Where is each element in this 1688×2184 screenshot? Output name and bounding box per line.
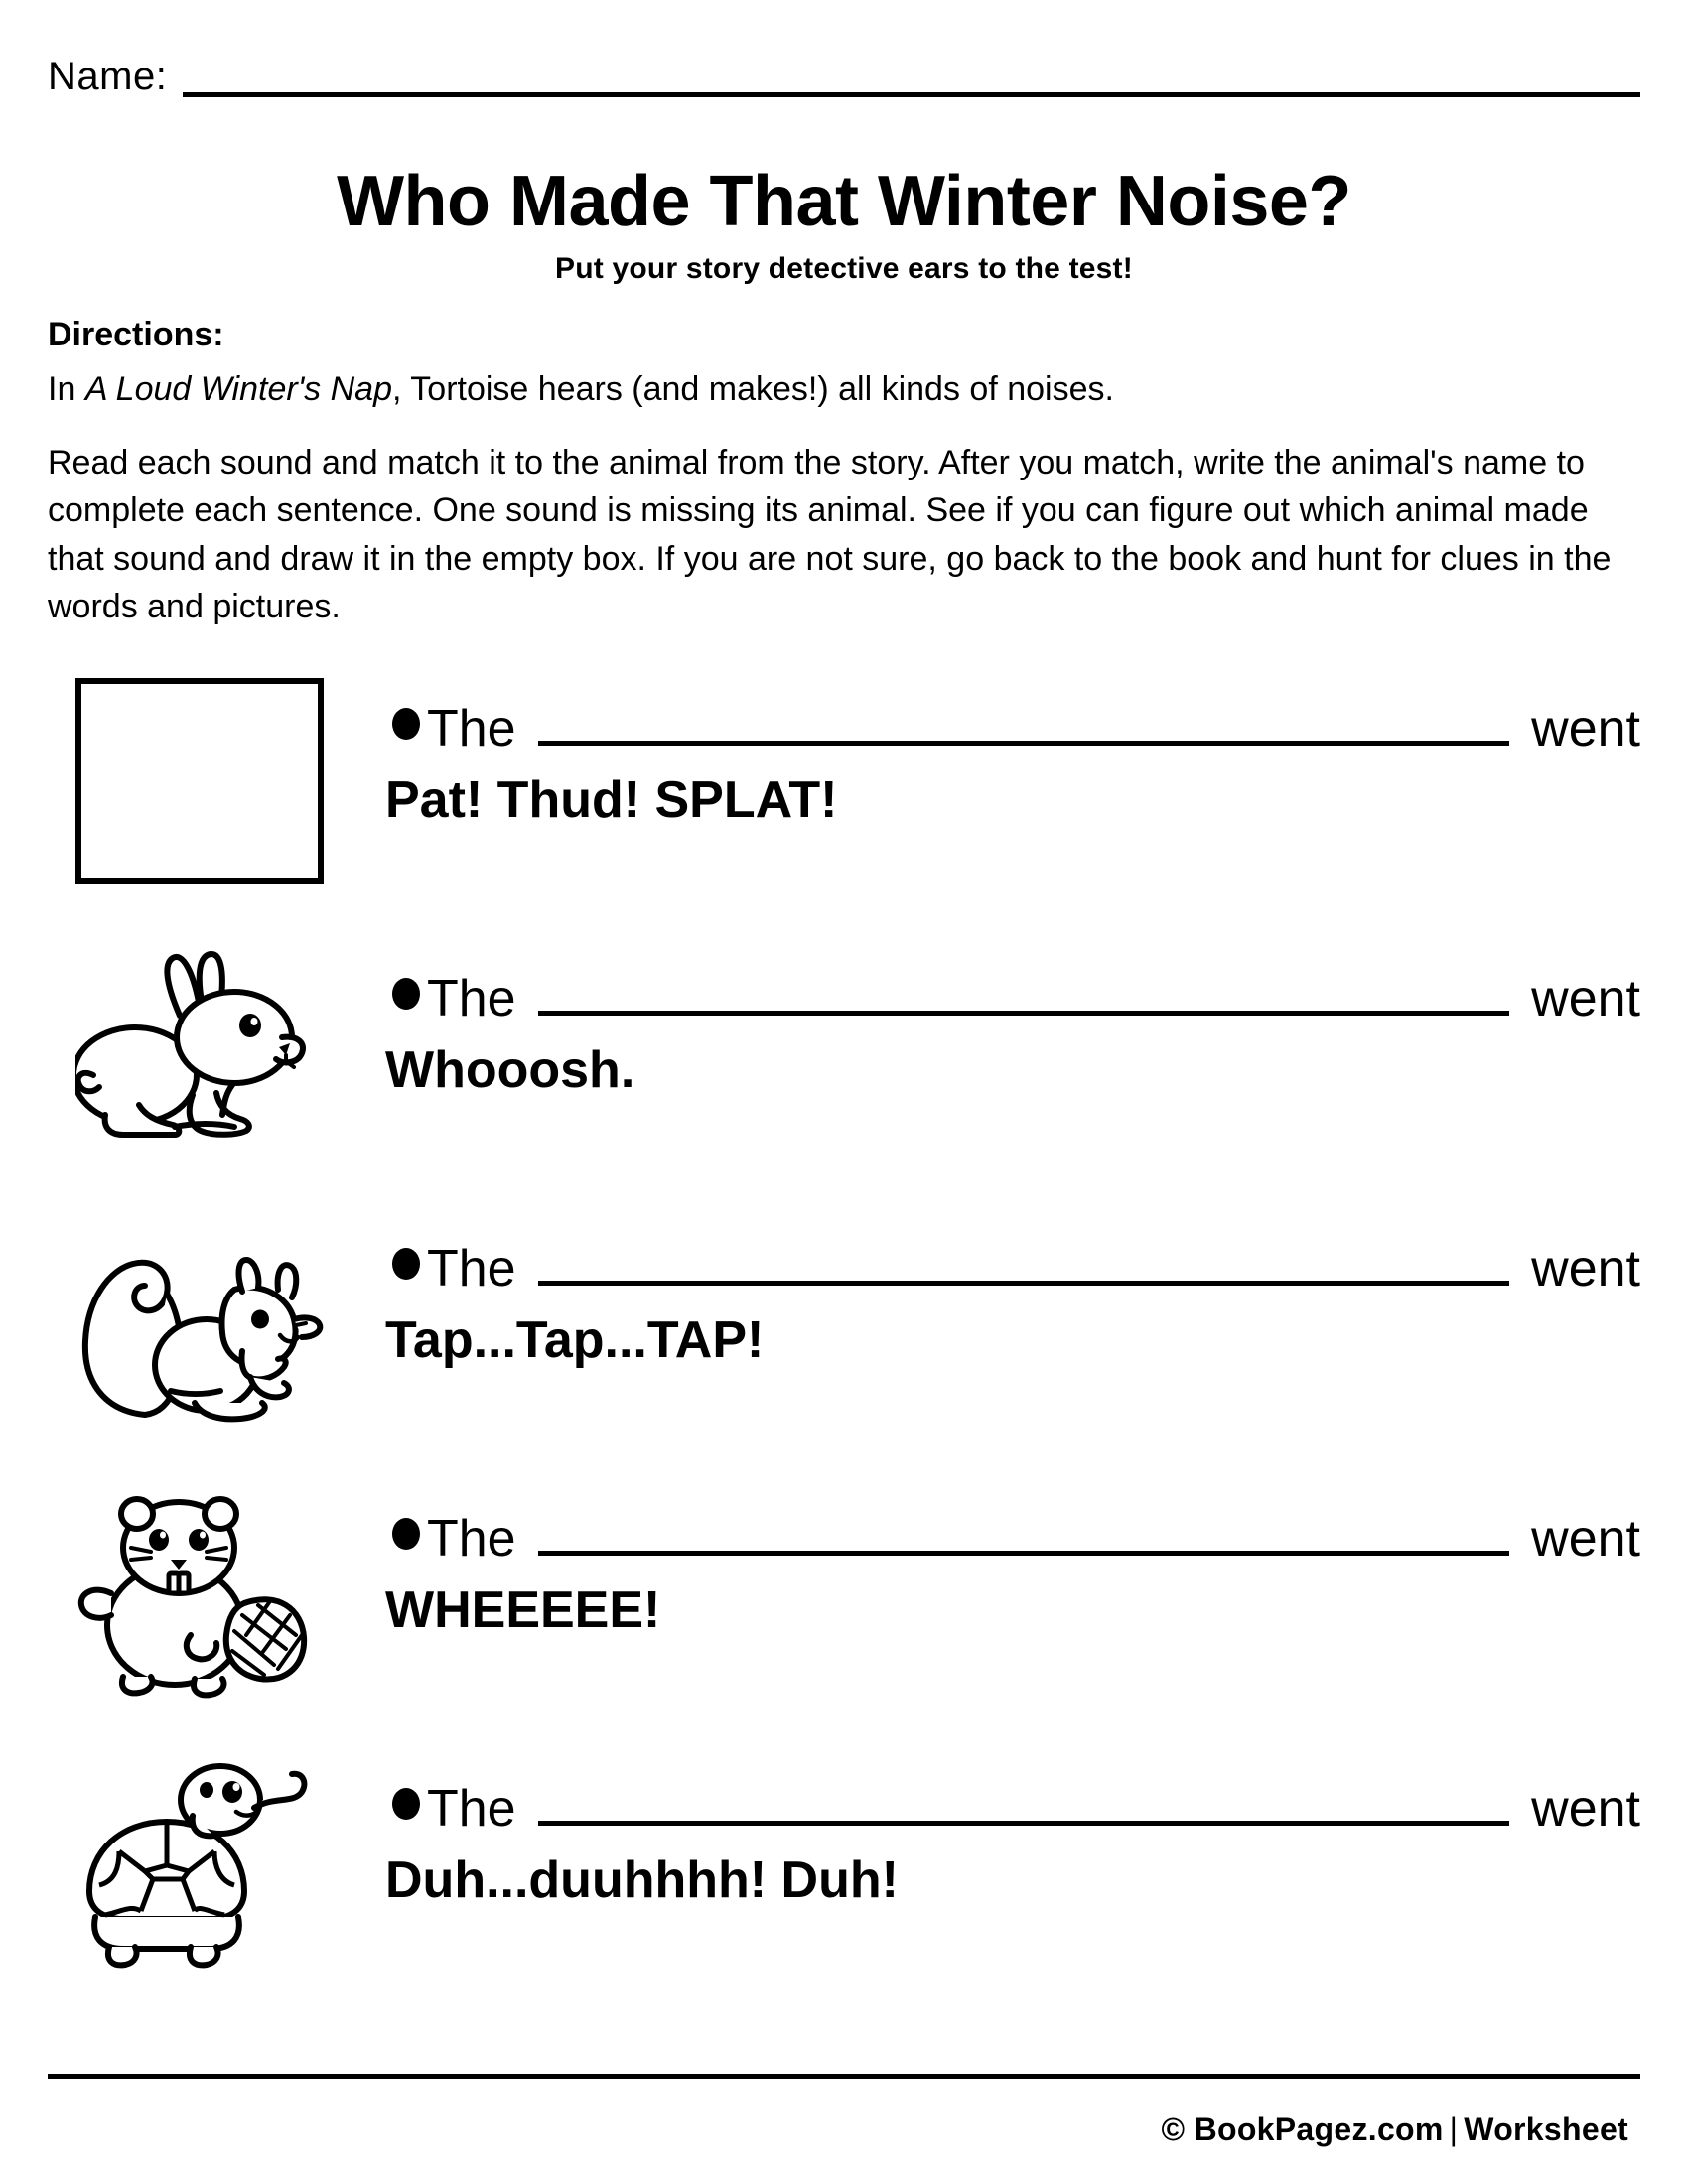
bullet-icon [385, 1774, 427, 1826]
sentence-lead: The [427, 970, 516, 1028]
tortoise-icon [75, 1756, 324, 1970]
art-cell [48, 1486, 385, 1700]
directions-intro-prefix: In [48, 369, 85, 408]
sentence-lead: The [427, 1780, 516, 1839]
sentence-line [385, 694, 1640, 758]
list-item [48, 1756, 1640, 2026]
rabbit-icon [75, 946, 324, 1155]
directions-intro-suffix: , Tortoise hears (and makes!) all kinds of noises. [392, 369, 1114, 408]
art-cell [48, 676, 385, 884]
bullet-icon [385, 1234, 427, 1286]
answer-blank[interactable] [538, 1235, 1510, 1286]
bullet-icon [385, 694, 427, 746]
footer-copyright: © BookPagez.com [1161, 2112, 1444, 2147]
sentence-line [385, 964, 1640, 1028]
list-item [48, 946, 1640, 1216]
sentence-line [385, 1504, 1640, 1569]
footer-divider [48, 2074, 1640, 2079]
sentence-verb: went [1531, 1240, 1640, 1298]
directions-heading: Directions: [48, 315, 224, 353]
footer-separator: | [1449, 2112, 1459, 2147]
book-title: A Loud Winter's Nap [84, 369, 392, 408]
page-subtitle: Put your story detective ears to the test! [555, 251, 1133, 285]
list-item [48, 1216, 1640, 1486]
sentence-verb: went [1531, 1510, 1640, 1569]
sentence-cell [385, 1216, 1640, 1370]
sentence-lead: The [427, 1510, 516, 1569]
sentence-cell [385, 1756, 1640, 1910]
art-cell [48, 1216, 385, 1430]
footer-kind: Worksheet [1464, 2112, 1628, 2147]
sentence-verb: went [1531, 1780, 1640, 1839]
name-row [48, 0, 1640, 103]
sentence-cell [385, 676, 1640, 830]
bullet-icon [385, 964, 427, 1016]
sentence-line [385, 1774, 1640, 1839]
sentence-lead: The [427, 1240, 516, 1298]
sentence-cell [385, 946, 1640, 1100]
art-cell [48, 1756, 385, 1970]
sound-text: WHEEEEE! [385, 1581, 661, 1640]
matching-items-list [48, 676, 1640, 2026]
name-write-line[interactable] [183, 92, 1640, 97]
directions-body: Read each sound and match it to the animal from the story. After you match, write the animal's name to complete each sentence. One sound is missing its animal. See if you can figure out which animal made that sound and draw it in the empty box. If you are not sure, go back to the book and hunt for clues in the words and pictures. [48, 444, 1612, 625]
footer [1162, 2112, 1628, 2148]
squirrel-icon [75, 1216, 324, 1430]
list-item [48, 1486, 1640, 1756]
title-block [48, 162, 1640, 286]
sentence-line [385, 1234, 1640, 1298]
sound-text: Whooosh. [385, 1041, 635, 1100]
list-item [48, 676, 1640, 946]
answer-blank[interactable] [538, 1505, 1510, 1556]
sentence-cell [385, 1486, 1640, 1640]
empty-draw-box[interactable] [75, 678, 324, 884]
answer-blank[interactable] [538, 965, 1510, 1016]
beaver-icon [75, 1486, 324, 1700]
answer-blank[interactable] [538, 1775, 1510, 1826]
directions-intro [48, 368, 1640, 412]
sentence-verb: went [1531, 700, 1640, 758]
bullet-icon [385, 1504, 427, 1556]
art-cell [48, 946, 385, 1155]
page-title: Who Made That Winter Noise? [337, 162, 1351, 241]
sentence-lead: The [427, 700, 516, 758]
sound-text: Duh...duuhhhh! Duh! [385, 1851, 899, 1910]
sound-text: Tap...Tap...TAP! [385, 1311, 765, 1370]
answer-blank[interactable] [538, 695, 1510, 746]
sound-text: Pat! Thud! SPLAT! [385, 771, 838, 830]
name-label: Name: [48, 55, 168, 98]
sentence-verb: went [1531, 970, 1640, 1028]
